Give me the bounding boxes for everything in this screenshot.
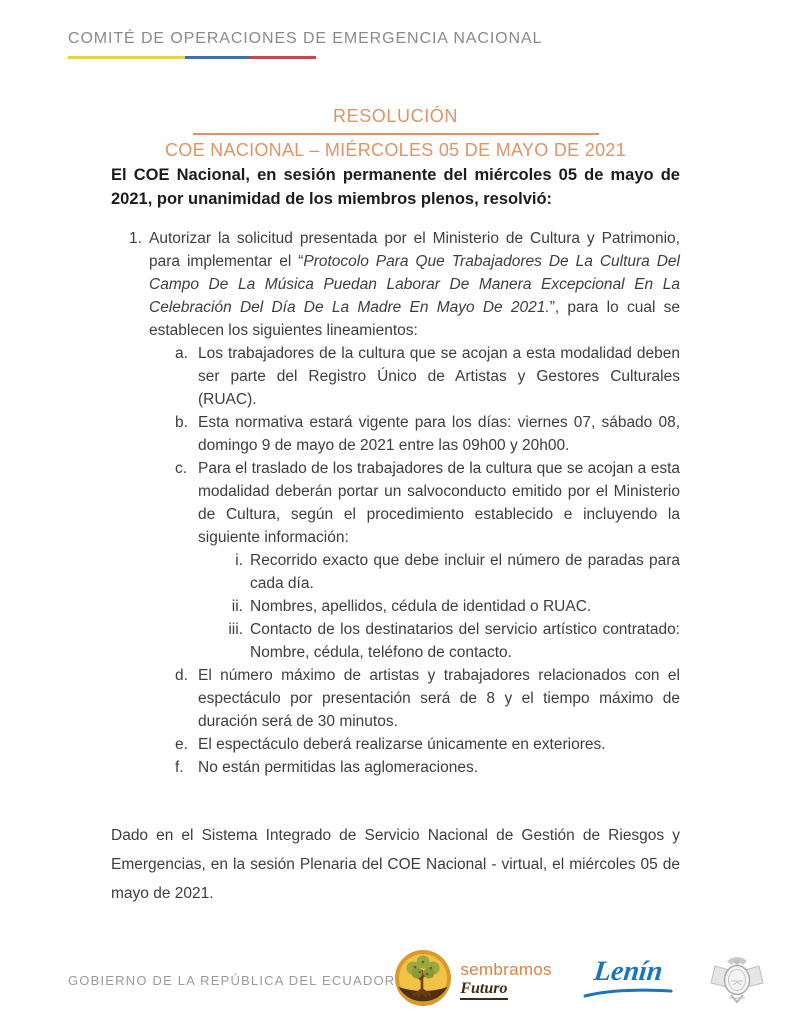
list-item-e [175,733,680,756]
list-item-d [175,664,680,733]
sublist-item-iii [214,618,680,664]
footer-logos [395,950,770,1011]
sembramos-futuro-logo [395,950,552,1011]
list-item-a [175,342,680,411]
ecuador-flag-line [68,56,316,59]
list-item-b [175,411,680,457]
list-item-1-marker: 1. [129,230,142,247]
title-block [0,106,791,161]
resolution-list [129,227,680,779]
closing-paragraph: Dado en el Sistema Integrado de Servicio Nacional de Gestión de Riesgos y Emergencias, en la sesión Plenaria del COE Nacional - virtual, el miércoles 05 de mayo de 2021. [111,827,680,902]
sembramos-wordmark [460,961,552,1001]
list-item-c [175,457,680,664]
item-1-text-after: ”, para lo cual se establecen los siguientes lineamientos: [149,299,680,339]
sublist-item-iii-text: Contacto de los destinatarios del servicio artístico contratado: Nombre, cédula, teléfono de contacto. [250,621,680,661]
sembramos-word: sembramos [460,959,552,979]
list-item-d-text: El número máximo de artistas y trabajadores relacionados con el espectáculo por presentación será de 8 y el tiempo máximo de duración será de 30 minutos. [198,667,680,730]
list-item-c-text: Para el traslado de los trabajadores de la cultura que se acojan a esta modalidad deberán portar un salvoconducto emitido por el Ministerio de Cultura, según el procedimiento establecido e incluyendo la siguiente información: [198,460,680,546]
ecuador-coat-of-arms-icon [704,953,770,1009]
flag-blue-segment [185,56,249,59]
flag-red-segment [249,56,316,59]
list-item-f-text: No están permitidas las aglomeraciones. [198,759,478,776]
list-item-c-content [198,457,680,664]
resolution-title: RESOLUCIÓN [332,106,459,126]
list-item-1 [129,227,680,779]
list-item-1-content [149,227,680,779]
document-header [68,30,542,59]
list-item-e-text: El espectáculo deberá realizarse únicamente en exteriores. [198,736,606,753]
flag-yellow-segment [68,56,185,59]
tree-icon [395,950,451,1011]
intro-paragraph: El COE Nacional, en sesión permanente del miércoles 05 de mayo de 2021, por unanimidad de los miembros plenos, resolvió: [111,166,680,208]
sublist-item-iii-marker: iii. [228,621,243,638]
list-item-a-marker: a. [175,345,188,362]
list-item-f [175,756,680,779]
lenin-signature-text: Lenín [592,955,664,987]
protocol-title: Protocolo Para Que Trabajadores De La Cultura Del Campo De La Música Puedan Laborar De Manera Excepcional En La Celebración Del Día De La Madre En Mayo De 2021. [149,253,680,316]
list-item-a-text: Los trabajadores de la cultura que se acojan a esta modalidad deben ser parte del Registro Único de Artistas y Gestores Culturales (RUAC). [198,345,680,408]
resolution-subtitle: COE NACIONAL – MIÉRCOLES 05 DE MAYO DE 2021 [164,140,627,160]
sublist-item-i [214,549,680,595]
sublist-item-ii-text: Nombres, apellidos, cédula de identidad o RUAC. [250,598,592,615]
item-1-text-before: Autorizar la solicitud presentada por el Ministerio de Cultura y Patrimonio, para implementar el “ [149,230,680,270]
list-item-d-marker: d. [175,667,188,684]
document-body [111,163,680,924]
list-item-e-marker: e. [175,736,188,753]
list-item-1-paragraph [149,227,680,342]
salvoconducto-sublist [214,549,680,664]
list-item-f-marker: f. [175,759,184,776]
sublist-item-ii [214,595,680,618]
document-footer [68,950,745,1011]
futuro-word: Futuro [460,981,507,1001]
org-name: COMITÉ DE OPERACIONES DE EMERGENCIA NACIONAL [68,30,543,47]
signature-underline-swoosh [582,986,674,1004]
list-item-b-marker: b. [175,414,188,431]
lenin-signature-logo [582,955,674,1004]
title-underline [193,133,599,135]
sublist-item-i-text: Recorrido exacto que debe incluir el número de paradas para cada día. [250,552,680,592]
sublist-item-ii-marker: ii. [231,598,243,615]
list-item-c-marker: c. [175,460,188,477]
government-label: GOBIERNO DE LA REPÚBLICA DEL ECUADOR [68,973,396,988]
list-item-b-text: Esta normativa estará vigente para los días: viernes 07, sábado 08, domingo 9 de mayo de 2021 entre las 09h00 y 20h00. [198,414,680,454]
sublist-item-i-marker: i. [235,552,243,569]
lineamientos-list [175,342,680,779]
